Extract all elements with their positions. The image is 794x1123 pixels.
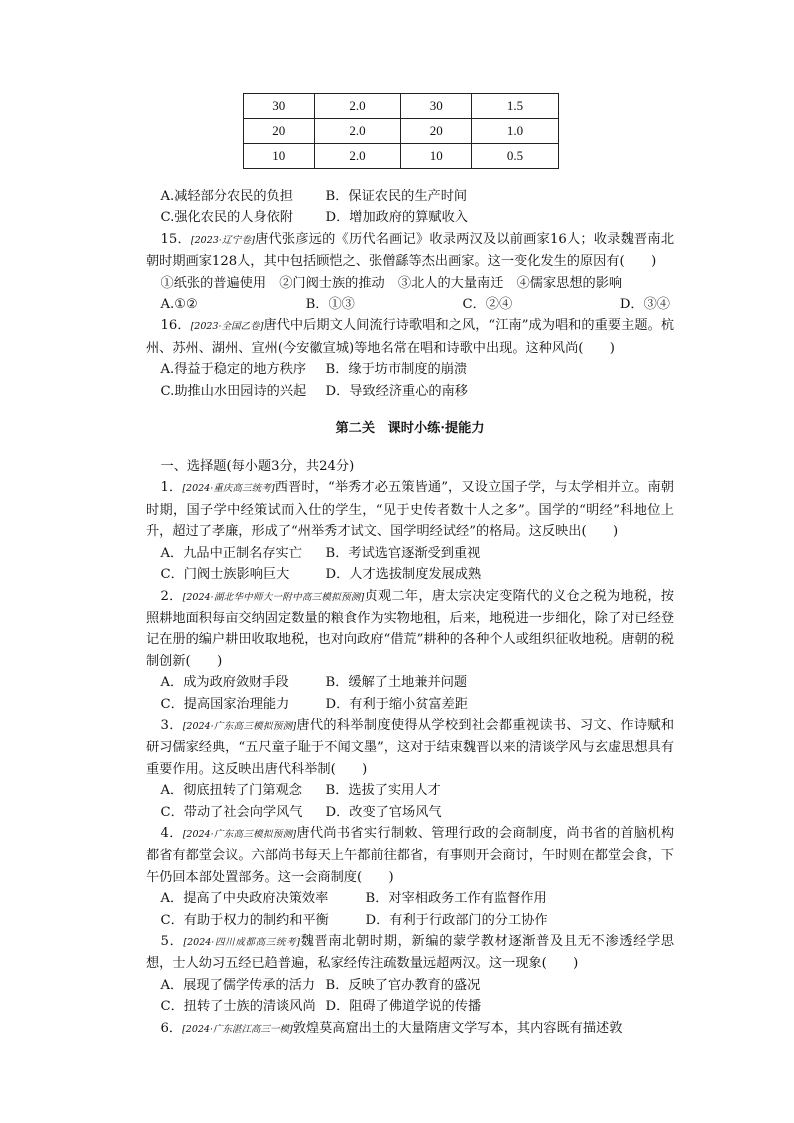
table-cell: 10 <box>401 144 472 169</box>
table-cell: 0.5 <box>472 144 559 169</box>
q15-items: ①纸张的普遍使用 ②门阀士族的推动 ③北人的大量南迁 ④儒家思想的影响 <box>160 275 623 291</box>
q1-number: 1． <box>160 480 183 496</box>
q1-stem <box>146 477 674 542</box>
q2-text: 贞观二年，唐太宗决定变隋代的义仓之税为地税，按照耕地面积每亩交纳固定数量的粮食作为实物地租，后来，地税进一步细化，除了对已经登记在册的编户耕田收取地税，也对向政府“借荒”耕种的各种个人或组织征收地税。唐朝的税制创新( ) <box>146 588 674 669</box>
table-cell: 10 <box>244 144 315 169</box>
q2-option-a: A．成为政府敛财手段 <box>160 675 289 691</box>
q16-option-d: D．导致经济重心的南移 <box>325 383 468 399</box>
q4-option-b: B．对宰相政务工作有监督作用 <box>365 891 547 907</box>
q14-option-b: B．保证农民的生产时间 <box>325 189 468 204</box>
q15-option-c: C．②④ <box>462 297 513 313</box>
table-row <box>244 94 559 119</box>
q14-options-row2 <box>146 207 674 228</box>
q15-option-a: A.①② <box>160 297 198 313</box>
table-cell: 2.0 <box>314 119 401 144</box>
q1-options-row1 <box>146 543 674 564</box>
q15-options <box>146 294 674 315</box>
q3-options-row2 <box>146 802 674 823</box>
q2-source: [2024·湖北华中师大一附中高三模拟预测] <box>182 591 365 603</box>
table-row <box>244 144 559 169</box>
section-title-part1: 第二关 <box>335 421 376 437</box>
q3-option-d: D．改变了官场风气 <box>325 804 442 820</box>
data-table <box>243 93 559 169</box>
q4-option-c: C．有助于权力的制约和平衡 <box>160 912 329 928</box>
q1-option-a: A．九品中正制名存实亡 <box>160 545 302 561</box>
q2-number: 2． <box>160 588 183 604</box>
question-content <box>146 186 674 1040</box>
q3-stem <box>146 715 674 780</box>
q1-source: [2024·重庆高三统考] <box>182 483 275 495</box>
q5-options-row2 <box>146 996 674 1017</box>
q6-text: 敦煌莫高窟出土的大量隋唐文学写本，其内容既有描述敦 <box>292 1020 623 1036</box>
table-cell: 2.0 <box>314 94 401 119</box>
q15-text: 唐代张彦远的《历代名画记》收录两汉及以前画家16人；收录魏晋南北朝时期画家128人，其中包括顾恺之、张僧繇等杰出画家。这一变化发生的原因有( ) <box>146 231 675 270</box>
q4-number: 4． <box>160 825 183 841</box>
q15-stem <box>146 229 674 273</box>
q1-option-c: C．门阀士族影响巨大 <box>160 567 290 583</box>
q16-stem <box>146 315 674 359</box>
q3-option-a: A．彻底扭转了门第观念 <box>160 783 302 799</box>
q16-option-b: B．缘于坊市制度的崩溃 <box>325 362 468 378</box>
q1-option-b: B．考试选官逐渐受到重视 <box>325 545 481 561</box>
table-cell: 20 <box>401 119 472 144</box>
q15-source: [2023·辽宁卷] <box>190 234 255 246</box>
q16-number: 16． <box>160 318 191 334</box>
q14-options-row1 <box>146 186 674 207</box>
q5-option-a: A．展现了儒学传承的活力 <box>160 977 316 993</box>
q6-stem <box>146 1018 674 1040</box>
q1-option-d: D．人才选拔制度发展成熟 <box>325 567 482 583</box>
q4-options-row2 <box>146 910 674 931</box>
table-cell: 20 <box>244 119 315 144</box>
q4-option-d: D．有利于行政部门的分工协作 <box>365 912 548 928</box>
q2-option-b: B．缓解了土地兼并问题 <box>325 675 468 691</box>
q16-option-a: A.得益于稳定的地方秩序 <box>160 362 307 378</box>
q3-source: [2024·广东高三模拟预测] <box>182 720 297 732</box>
q16-source: [2023·全国乙卷] <box>190 321 264 333</box>
q2-options-row2 <box>146 694 674 715</box>
table-cell: 1.0 <box>472 119 559 144</box>
q2-option-c: C．提高国家治理能力 <box>160 696 290 712</box>
q16-options-row2 <box>146 381 674 402</box>
q15-option-b: B．①③ <box>305 297 355 313</box>
q5-option-c: C．扭转了士族的清谈风尚 <box>160 999 316 1015</box>
q16-options-row1 <box>146 359 674 380</box>
q4-options-row1 <box>146 888 674 909</box>
q3-text: 唐代的科举制度使得从学校到社会都重视读书、习文、作诗赋和研习儒家经典，“五尺童子耻于不闻文墨”，这对于结束魏晋以来的清谈学风与玄虚思想具有重要作用。这反映出唐代科举制( ) <box>146 717 675 777</box>
q14-option-d: D．增加政府的算赋收入 <box>325 210 468 226</box>
q2-stem <box>146 586 674 673</box>
q2-option-d: D．有利于缩小贫富差距 <box>325 696 468 712</box>
q5-text: 魏晋南北朝时期，新编的蒙学教材逐渐普及且无不渗透经学思想，士人幼习五经已趋普遍，私家经传注疏数量远超两汉。这一现象( ) <box>146 934 675 972</box>
table-cell: 30 <box>401 94 472 119</box>
choice-section-header: 一、选择题(每小题3分，共24分) <box>160 459 355 475</box>
q3-options-row1 <box>146 780 674 801</box>
q3-number: 3． <box>160 717 183 733</box>
q4-text: 唐代尚书省实行制敕、管理行政的会商制度，尚书省的首脑机构都省有都堂会议。六部尚书每天上午都前往都省，有事则开会商讨，午时则在都堂会食，下午仍回本部处置部务。这一会商制度( ) <box>146 825 675 885</box>
q15-number: 15． <box>160 231 191 247</box>
table-cell: 1.5 <box>472 94 559 119</box>
q1-text: 西晋时，“举秀才必五策皆通”，又设立国子学，与太学相并立。南朝时期，国子学中经策试而入仕的学生，“见于史传者数十人之多”。国学的“明经”科地位上升，超过了孝廉，形成了“州举秀才试文、国学明经试经”的格局。这反映出( ) <box>146 480 674 540</box>
q1-options-row2 <box>146 564 674 585</box>
q14-option-a: A.减轻部分农民的负担 <box>160 189 293 204</box>
q4-source: [2024·广东高三模拟预测] <box>182 828 297 840</box>
q5-number: 5． <box>160 934 184 949</box>
q5-source: [2024·四川成都高三统考] <box>183 937 301 948</box>
q14-option-c: C.强化农民的人身依附 <box>160 210 294 226</box>
q6-number: 6． <box>160 1020 183 1036</box>
q5-option-b: B．反映了官办教育的盛况 <box>325 977 481 993</box>
q2-options-row1 <box>146 672 674 693</box>
section-title-part2: 课时小练·提能力 <box>387 421 485 437</box>
section-title <box>146 418 674 440</box>
q5-options-row1 <box>146 975 674 996</box>
q16-option-c: C.助推山水田园诗的兴起 <box>160 383 307 399</box>
q5-option-d: D．阻碍了佛道学说的传播 <box>325 999 482 1015</box>
q15-option-d: D．③④ <box>619 297 670 313</box>
q5-stem <box>146 931 674 975</box>
q4-stem <box>146 823 674 888</box>
q4-option-a: A．提高了中央政府决策效率 <box>160 891 329 907</box>
q16-text: 唐代中后期文人间流行诗歌唱和之风，“江南”成为唱和的重要主题。杭州、苏州、湖州、宣州(今安徽宣城)等地名常在唱和诗歌中出现。这种风尚( ) <box>146 318 675 356</box>
table-cell: 2.0 <box>314 144 401 169</box>
q6-source: [2024·广东湛江高三一模] <box>182 1023 293 1035</box>
q3-option-c: C．带动了社会向学风气 <box>160 804 303 820</box>
table-row <box>244 119 559 144</box>
table-cell: 30 <box>244 94 315 119</box>
q3-option-b: B．选拔了实用人才 <box>325 783 441 799</box>
